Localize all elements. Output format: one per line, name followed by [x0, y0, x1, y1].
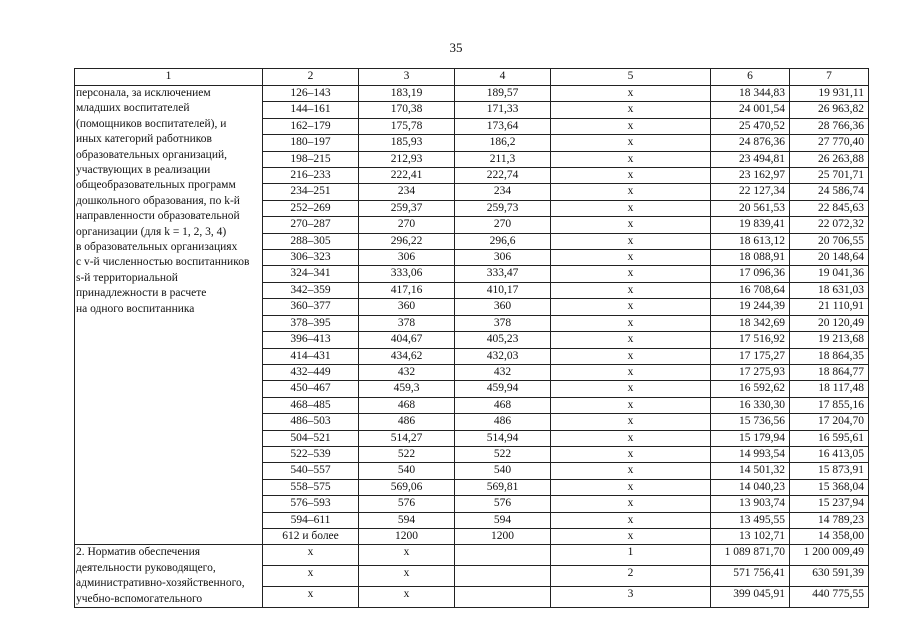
table-cell: 414–431 — [263, 348, 359, 364]
table-cell: 20 148,64 — [790, 250, 869, 266]
table-cell: 360–377 — [263, 299, 359, 315]
header-cell: 5 — [551, 69, 711, 86]
table-cell: х — [551, 315, 711, 331]
table-cell: 21 110,91 — [790, 299, 869, 315]
table-cell: 612 и более — [263, 528, 359, 544]
table-cell: 17 855,16 — [790, 397, 869, 413]
table-cell: 14 993,54 — [711, 446, 790, 462]
header-cell: 6 — [711, 69, 790, 86]
table-cell: 222,74 — [455, 168, 551, 184]
table-cell: 24 586,74 — [790, 184, 869, 200]
table-cell: 404,67 — [359, 332, 455, 348]
table-cell: 594 — [455, 512, 551, 528]
table-cell: х — [359, 545, 455, 566]
table-cell: 24 001,54 — [711, 102, 790, 118]
table-cell: 576–593 — [263, 496, 359, 512]
table-cell: 259,37 — [359, 200, 455, 216]
table-cell: 450–467 — [263, 381, 359, 397]
table-cell: 162–179 — [263, 118, 359, 134]
table-cell: 410,17 — [455, 282, 551, 298]
table-cell: 514,27 — [359, 430, 455, 446]
table-cell: 17 516,92 — [711, 332, 790, 348]
table-cell: 571 756,41 — [711, 566, 790, 587]
table-cell: 18 344,83 — [711, 86, 790, 102]
table-cell: 468–485 — [263, 397, 359, 413]
table-cell: 234 — [359, 184, 455, 200]
table-cell: х — [551, 200, 711, 216]
table-cell: 16 708,64 — [711, 282, 790, 298]
table-cell: х — [551, 233, 711, 249]
table-row — [75, 86, 869, 102]
table-cell: х — [551, 496, 711, 512]
table-cell: 17 275,93 — [711, 364, 790, 380]
table-cell: 324–341 — [263, 266, 359, 282]
table-cell: х — [551, 430, 711, 446]
table-cell: 540 — [359, 463, 455, 479]
table-cell: 173,64 — [455, 118, 551, 134]
table-cell: 14 789,23 — [790, 512, 869, 528]
table-cell: 15 179,94 — [711, 430, 790, 446]
table-cell: 459,94 — [455, 381, 551, 397]
table-cell: 20 120,49 — [790, 315, 869, 331]
table-row — [75, 545, 869, 566]
table-cell: 434,62 — [359, 348, 455, 364]
table-cell: 558–575 — [263, 479, 359, 495]
table-cell: 186,2 — [455, 135, 551, 151]
table-cell: 432 — [359, 364, 455, 380]
section2-description: 2. Норматив обеспечения деятельности руководящего, административно-хозяйственного, учебно-вспомогательного — [75, 545, 263, 608]
table-cell: х — [551, 528, 711, 544]
table-cell: 19 931,11 — [790, 86, 869, 102]
table-cell: 19 244,39 — [711, 299, 790, 315]
table-cell: 16 330,30 — [711, 397, 790, 413]
table-cell: 19 213,68 — [790, 332, 869, 348]
table-cell: 20 706,55 — [790, 233, 869, 249]
table-cell: 222,41 — [359, 168, 455, 184]
table-cell: 440 775,55 — [790, 587, 869, 608]
table-cell: 185,93 — [359, 135, 455, 151]
table-cell: 180–197 — [263, 135, 359, 151]
table-cell: 17 204,70 — [790, 414, 869, 430]
table-cell: 378–395 — [263, 315, 359, 331]
table-cell: х — [263, 566, 359, 587]
table-cell: 26 963,82 — [790, 102, 869, 118]
table-cell: 18 864,77 — [790, 364, 869, 380]
table-cell: 306–323 — [263, 250, 359, 266]
table-cell: х — [359, 587, 455, 608]
table-cell: х — [359, 566, 455, 587]
table-cell: 333,47 — [455, 266, 551, 282]
table-cell: х — [551, 446, 711, 462]
table-cell: 576 — [455, 496, 551, 512]
table-cell: 19 041,36 — [790, 266, 869, 282]
table-cell: 296,22 — [359, 233, 455, 249]
table-cell: 16 595,61 — [790, 430, 869, 446]
table-cell: х — [551, 414, 711, 430]
table-cell: 18 342,69 — [711, 315, 790, 331]
header-cell: 1 — [75, 69, 263, 86]
table-cell: 24 876,36 — [711, 135, 790, 151]
table-cell: 569,06 — [359, 479, 455, 495]
table-cell: 630 591,39 — [790, 566, 869, 587]
table-cell: 594–611 — [263, 512, 359, 528]
table-cell: 15 368,04 — [790, 479, 869, 495]
table-cell: 16 592,62 — [711, 381, 790, 397]
table-cell: 25 701,71 — [790, 168, 869, 184]
table-cell: 18 864,35 — [790, 348, 869, 364]
table-cell: 432,03 — [455, 348, 551, 364]
table-cell: 594 — [359, 512, 455, 528]
table-cell: 1200 — [455, 528, 551, 544]
table-cell: 504–521 — [263, 430, 359, 446]
table-cell: 18 117,48 — [790, 381, 869, 397]
table-cell: 170,38 — [359, 102, 455, 118]
table-cell: 13 102,71 — [711, 528, 790, 544]
table-cell: 522 — [359, 446, 455, 462]
table-cell: 234–251 — [263, 184, 359, 200]
table-cell: 23 162,97 — [711, 168, 790, 184]
table-cell: 306 — [455, 250, 551, 266]
table-cell: х — [551, 102, 711, 118]
table-cell: 15 873,91 — [790, 463, 869, 479]
table-cell: 378 — [455, 315, 551, 331]
section1-description: персонала, за исключением младших воспитателей (помощников воспитателей), и иных категорий работников образовательных организаций, участвующих в реализации общеобразовательных программ дошкольного образования, по k-й направленности образовательной организации (для k = 1, 2, 3, 4) в образовательных организациях с v-й численностью воспитанников s-й территориальной принадлежности в расчете на одного воспитанника — [75, 86, 263, 545]
table-cell: 18 631,03 — [790, 282, 869, 298]
table-cell: 378 — [359, 315, 455, 331]
table-cell: 2 — [551, 566, 711, 587]
table-cell: 18 613,12 — [711, 233, 790, 249]
table-cell: 486–503 — [263, 414, 359, 430]
table-cell: 396–413 — [263, 332, 359, 348]
table-cell: 270 — [455, 217, 551, 233]
table-cell: 270 — [359, 217, 455, 233]
header-cell: 4 — [455, 69, 551, 86]
table-cell: х — [551, 463, 711, 479]
header-cell: 2 — [263, 69, 359, 86]
header-row — [75, 69, 869, 86]
table-cell — [455, 545, 551, 566]
table-cell: 14 501,32 — [711, 463, 790, 479]
table-cell: 252–269 — [263, 200, 359, 216]
table-cell: 3 — [551, 587, 711, 608]
table-cell: 468 — [455, 397, 551, 413]
table-cell: 26 263,88 — [790, 151, 869, 167]
table-cell: 171,33 — [455, 102, 551, 118]
table-cell: х — [551, 168, 711, 184]
table-cell: 25 470,52 — [711, 118, 790, 134]
table-cell: 14 040,23 — [711, 479, 790, 495]
table-cell: х — [551, 135, 711, 151]
table-cell: 1 200 009,49 — [790, 545, 869, 566]
table-cell: х — [551, 250, 711, 266]
table-cell: 342–359 — [263, 282, 359, 298]
table-cell: х — [263, 545, 359, 566]
table-cell: 522–539 — [263, 446, 359, 462]
table-cell: 22 072,32 — [790, 217, 869, 233]
table-cell: х — [551, 184, 711, 200]
table-cell — [455, 566, 551, 587]
table-cell: 459,3 — [359, 381, 455, 397]
table-cell: 175,78 — [359, 118, 455, 134]
table-cell: 211,3 — [455, 151, 551, 167]
table-cell: 15 736,56 — [711, 414, 790, 430]
header-cell: 3 — [359, 69, 455, 86]
table-cell: 16 413,05 — [790, 446, 869, 462]
table-cell: х — [551, 332, 711, 348]
table-cell: 405,23 — [455, 332, 551, 348]
table-cell: 189,57 — [455, 86, 551, 102]
table-cell: 514,94 — [455, 430, 551, 446]
table-cell: 20 561,53 — [711, 200, 790, 216]
table-cell: 486 — [455, 414, 551, 430]
table-cell: 1 089 871,70 — [711, 545, 790, 566]
table-cell: 198–215 — [263, 151, 359, 167]
table-cell: 13 495,55 — [711, 512, 790, 528]
table-cell: 17 175,27 — [711, 348, 790, 364]
table-cell: 417,16 — [359, 282, 455, 298]
table-cell: х — [551, 118, 711, 134]
table-cell: 22 127,34 — [711, 184, 790, 200]
table-cell: 17 096,36 — [711, 266, 790, 282]
table-cell: 540–557 — [263, 463, 359, 479]
table-cell: 306 — [359, 250, 455, 266]
table-cell: 28 766,36 — [790, 118, 869, 134]
table-cell: х — [263, 587, 359, 608]
table-cell: х — [551, 266, 711, 282]
table-cell: х — [551, 479, 711, 495]
table-cell: 540 — [455, 463, 551, 479]
table-cell: 360 — [455, 299, 551, 315]
table-cell: х — [551, 86, 711, 102]
table-cell: 183,19 — [359, 86, 455, 102]
page-number: 35 — [449, 40, 463, 55]
table-cell: 522 — [455, 446, 551, 462]
table-cell: 270–287 — [263, 217, 359, 233]
table-cell: 13 903,74 — [711, 496, 790, 512]
table-cell: 15 237,94 — [790, 496, 869, 512]
table-cell: 144–161 — [263, 102, 359, 118]
table-cell: 486 — [359, 414, 455, 430]
table-cell: х — [551, 151, 711, 167]
table-cell: 360 — [359, 299, 455, 315]
table-cell: х — [551, 282, 711, 298]
table-cell: 1200 — [359, 528, 455, 544]
table-cell: 259,73 — [455, 200, 551, 216]
table-cell: 126–143 — [263, 86, 359, 102]
table-cell: 333,06 — [359, 266, 455, 282]
table-cell: 399 045,91 — [711, 587, 790, 608]
table-cell: 22 845,63 — [790, 200, 869, 216]
table-cell: 18 088,91 — [711, 250, 790, 266]
normative-table — [74, 68, 869, 608]
table-cell: х — [551, 397, 711, 413]
table-cell: х — [551, 299, 711, 315]
table-cell: х — [551, 512, 711, 528]
header-cell: 7 — [790, 69, 869, 86]
table-cell: 569,81 — [455, 479, 551, 495]
table-cell: 212,93 — [359, 151, 455, 167]
table-cell: 14 358,00 — [790, 528, 869, 544]
table-cell: 296,6 — [455, 233, 551, 249]
table-cell: 216–233 — [263, 168, 359, 184]
table-cell: 288–305 — [263, 233, 359, 249]
table-cell: 432–449 — [263, 364, 359, 380]
table-cell: х — [551, 217, 711, 233]
table-cell: х — [551, 348, 711, 364]
table-cell: 27 770,40 — [790, 135, 869, 151]
table-cell: 576 — [359, 496, 455, 512]
table-cell: 234 — [455, 184, 551, 200]
table-cell: х — [551, 364, 711, 380]
table-cell: 468 — [359, 397, 455, 413]
table-cell: х — [551, 381, 711, 397]
table-cell: 23 494,81 — [711, 151, 790, 167]
table-cell — [455, 587, 551, 608]
table-cell: 432 — [455, 364, 551, 380]
table-cell: 1 — [551, 545, 711, 566]
table-cell: 19 839,41 — [711, 217, 790, 233]
